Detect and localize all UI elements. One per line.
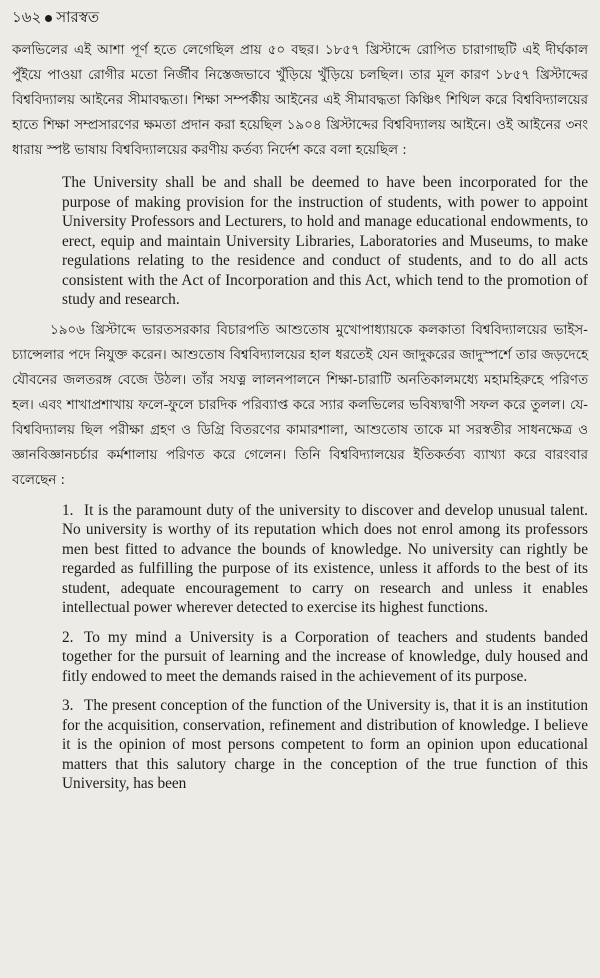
list-number: 3.: [62, 697, 74, 714]
list-item: [62, 628, 588, 687]
list-text: It is the paramount duty of the university to discover and develop unusual talent. No university is worthy of its reputation which does not enrol among its professors men best fitted to advance the bounds of knowledge. No university can rightly be regarded as fulfilling the purpose of its existence, unless it affords to the best of its student, adequate encouragement to carry on research and unless it enables intellectual power wherever detected to exercise its highest functions.: [62, 501, 588, 616]
bengali-paragraph-2: [12, 318, 588, 493]
bengali-paragraph-1: [12, 38, 588, 163]
list-text: To my mind a University is a Corporation of teachers and students banded together for the pursuit of learning and the increase of knowledge, duly housed and fitly endowed to meet the demands raised in the achievement of its purpose.: [62, 628, 588, 685]
list-item: [62, 696, 588, 794]
numbered-quote-list: [62, 501, 588, 794]
list-item: [62, 501, 588, 618]
running-header: [12, 6, 588, 28]
page-number: ১৬২: [12, 8, 42, 26]
header-title: সারস্বত: [56, 8, 100, 26]
list-number: 2.: [62, 628, 74, 646]
list-number: 1.: [62, 501, 74, 519]
bullet-separator: [45, 15, 52, 22]
act-quote: The University shall be and shall be deemed to have been incorporated for the purpose of making provision for the instruction of students, with power to appoint University Professors and Lecturers, to hold and manage educational endowments, to erect, equip and maintain University Libraries, Laboratories and Museums, to make regulations relating to the residence and conduct of students, and to do all acts consistent with the Act of Incorporation and this Act, which tend to the promotion of study and research.: [62, 174, 588, 308]
paragraph-text: ১৯০৬ খ্রিস্টাব্দে ভারতসরকার বিচারপতি আশুতোষ মুখোপাধ্যায়কে কলকাতা বিশ্ববিদ্যালয়ের ভাইস-চ্যান্সেলার পদে নিযুক্ত করেন। আশুতোষ বিশ্ববিদ্যালয়ের হাল ধরতেই যেন জাদুকরের জাদুস্পর্শে তার জড়দেহে যৌবনের জলতরঙ্গ বেজে উঠল। তাঁর সযত্ন লালনপালনে শিক্ষা-চারাটি অনতিকালমধ্যে মহামহিরুহে পরিণত হল। এবং শাখাপ্রশাখায় ফলে-ফুলে চারদিক পরিব্যাপ্ত করে স্যার কলভিলের ভবিষ্যদ্বাণী সফল করে তুলল। যে-বিশ্ববিদ্যালয় ছিল পরীক্ষা গ্রহণ ও ডিগ্রি বিতরণের কামারশালা, আশুতোষ তাকে মা সরস্বতীর সাধনক্ষেত্র ও জ্ঞানবিজ্ঞানচর্চার কর্মশালায় পরিণত করে গেলেন। তিনি বিশ্ববিদ্যালয়ের ইতিকর্তব্য ব্যাখ্যা করে বারংবার বলেছেন :: [12, 322, 588, 488]
list-text: The present conception of the function of the University is, that it is an institution for the acquisition, conservation, refinement and distribution of knowledge. I believe it is the opinion of most persons competent to form an opinion upon educational matters that this salutory charge in the conception of the true function of this University, has been: [62, 697, 588, 792]
paragraph-text: কলভিলের এই আশা পূর্ণ হতে লেগেছিল প্রায় ৫০ বছর। ১৮৫৭ খ্রিস্টাব্দে রোপিত চারাগাছটি এই দীর্ঘকাল পুঁইয়ে পাওয়া রোগীর মতো নির্জীব নিস্তেজভাবে খুঁড়িয়ে খুঁড়িয়ে চলছিল। তার মূল কারণ ১৮৫৭ খ্রিস্টাব্দের বিশ্ববিদ্যালয় আইনের সীমাবদ্ধতা। শিক্ষা সম্পর্কীয় আইনের এই সীমাবদ্ধতা কিঞ্চিৎ শিথিল করে বিশ্ববিদ্যালয়ের হাতে শিক্ষা সম্প্রসারণের ক্ষমতা প্রদান করা হয়েছিল ১৯০৪ খ্রিস্টাব্দের বিশ্ববিদ্যালয় আইনে। ওই আইনের ৩নং ধারায় স্পষ্ট ভাষায় বিশ্ববিদ্যালয়ের করণীয় কর্তব্য নির্দেশ করে বলা হয়েছিল :: [12, 43, 588, 158]
